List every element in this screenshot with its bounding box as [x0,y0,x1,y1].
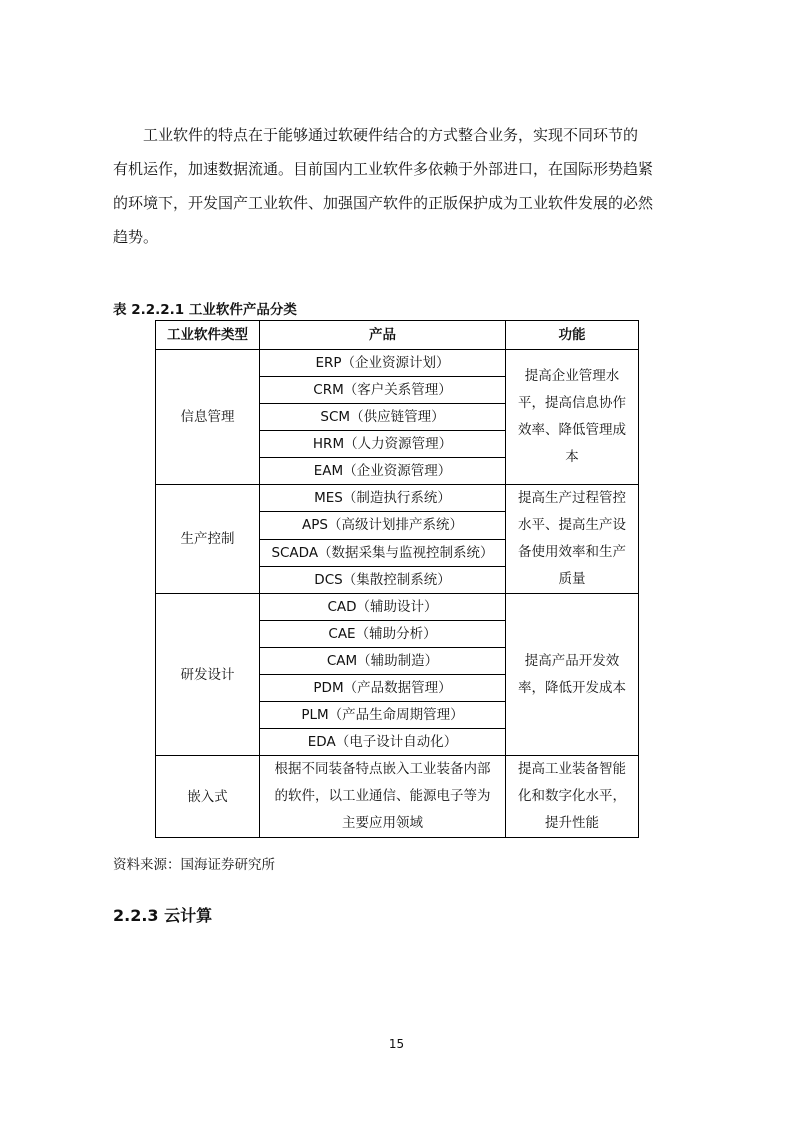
function-line: 化和数字化水平， [518,788,626,804]
product-cell: DCS（集散控制系统） [260,566,506,593]
function-line: 平，提高信息协作 [518,395,626,411]
function-line: 效率、降低管理成 [518,422,626,438]
function-line: 提高生产过程管控 [518,490,626,506]
product-cell: SCADA（数据采集与监视控制系统） [260,539,506,566]
source-note: 资料来源：国海证券研究所 [113,857,275,873]
page-number: 15 [388,1037,405,1051]
product-line: 根据不同装备特点嵌入工业装备内部 [274,761,491,777]
paragraph-line: 有机运作，加速数据流通。目前国内工业软件多依赖于外部进口，在国际形势趋紧 [113,160,654,178]
function-line: 质量 [558,571,586,587]
product-cell: EDA（电子设计自动化） [260,729,506,756]
type-cell: 嵌入式 [156,756,260,838]
table-row [156,350,639,377]
table-caption: 表 2.2.2.1 工业软件产品分类 [113,302,297,318]
table-row [156,485,639,512]
paragraph-line: 工业软件的特点在于能够通过软硬件结合的方式整合业务，实现不同环节的 [143,126,639,144]
function-cell [506,756,639,838]
product-cell: APS（高级计划排产系统） [260,512,506,539]
product-line: 主要应用领域 [342,815,423,831]
product-cell [260,756,506,838]
product-cell: PDM（产品数据管理） [260,675,506,702]
function-line: 提高产品开发效 [524,652,620,669]
type-cell: 生产控制 [156,485,260,594]
table-row [156,594,639,621]
product-cell: HRM（人力资源管理） [260,431,506,458]
function-line: 率，降低开发成本 [518,679,626,696]
function-line: 提升性能 [545,815,599,831]
product-cell: CAM（辅助制造） [260,648,506,675]
product-cell: SCM（供应链管理） [260,404,506,431]
product-cell: ERP（企业资源计划） [260,350,506,377]
product-cell: EAM（企业资源管理） [260,458,506,485]
product-cell: CAE（辅助分析） [260,621,506,648]
header-function: 功能 [506,321,639,350]
product-cell: CAD（辅助设计） [260,594,506,621]
function-line: 备使用效率和生产 [518,544,626,560]
function-line: 水平、提高生产设 [518,517,626,533]
section-heading: 2.2.3 云计算 [113,906,213,925]
header-type: 工业软件类型 [156,321,260,350]
product-cell: MES（制造执行系统） [260,485,506,512]
type-cell: 研发设计 [156,594,260,756]
product-cell: PLM（产品生命周期管理） [260,702,506,729]
header-product: 产品 [260,321,506,350]
table-header-row [156,321,639,350]
table-row [156,756,639,838]
function-line: 本 [565,449,579,465]
type-cell: 信息管理 [156,350,260,485]
product-cell: CRM（客户关系管理） [260,377,506,404]
body-paragraph [113,118,693,254]
product-line: 的软件，以工业通信、能源电子等为 [274,788,491,804]
function-line: 提高企业管理水 [524,368,620,384]
function-cell [506,350,639,485]
paragraph-line: 趋势。 [113,228,159,246]
function-line: 提高工业装备智能 [518,761,626,777]
paragraph-line: 的环境下，开发国产工业软件、加强国产软件的正版保护成为工业软件发展的必然 [113,194,654,212]
software-classification-table [155,320,639,838]
function-cell [506,594,639,756]
function-cell [506,485,639,594]
